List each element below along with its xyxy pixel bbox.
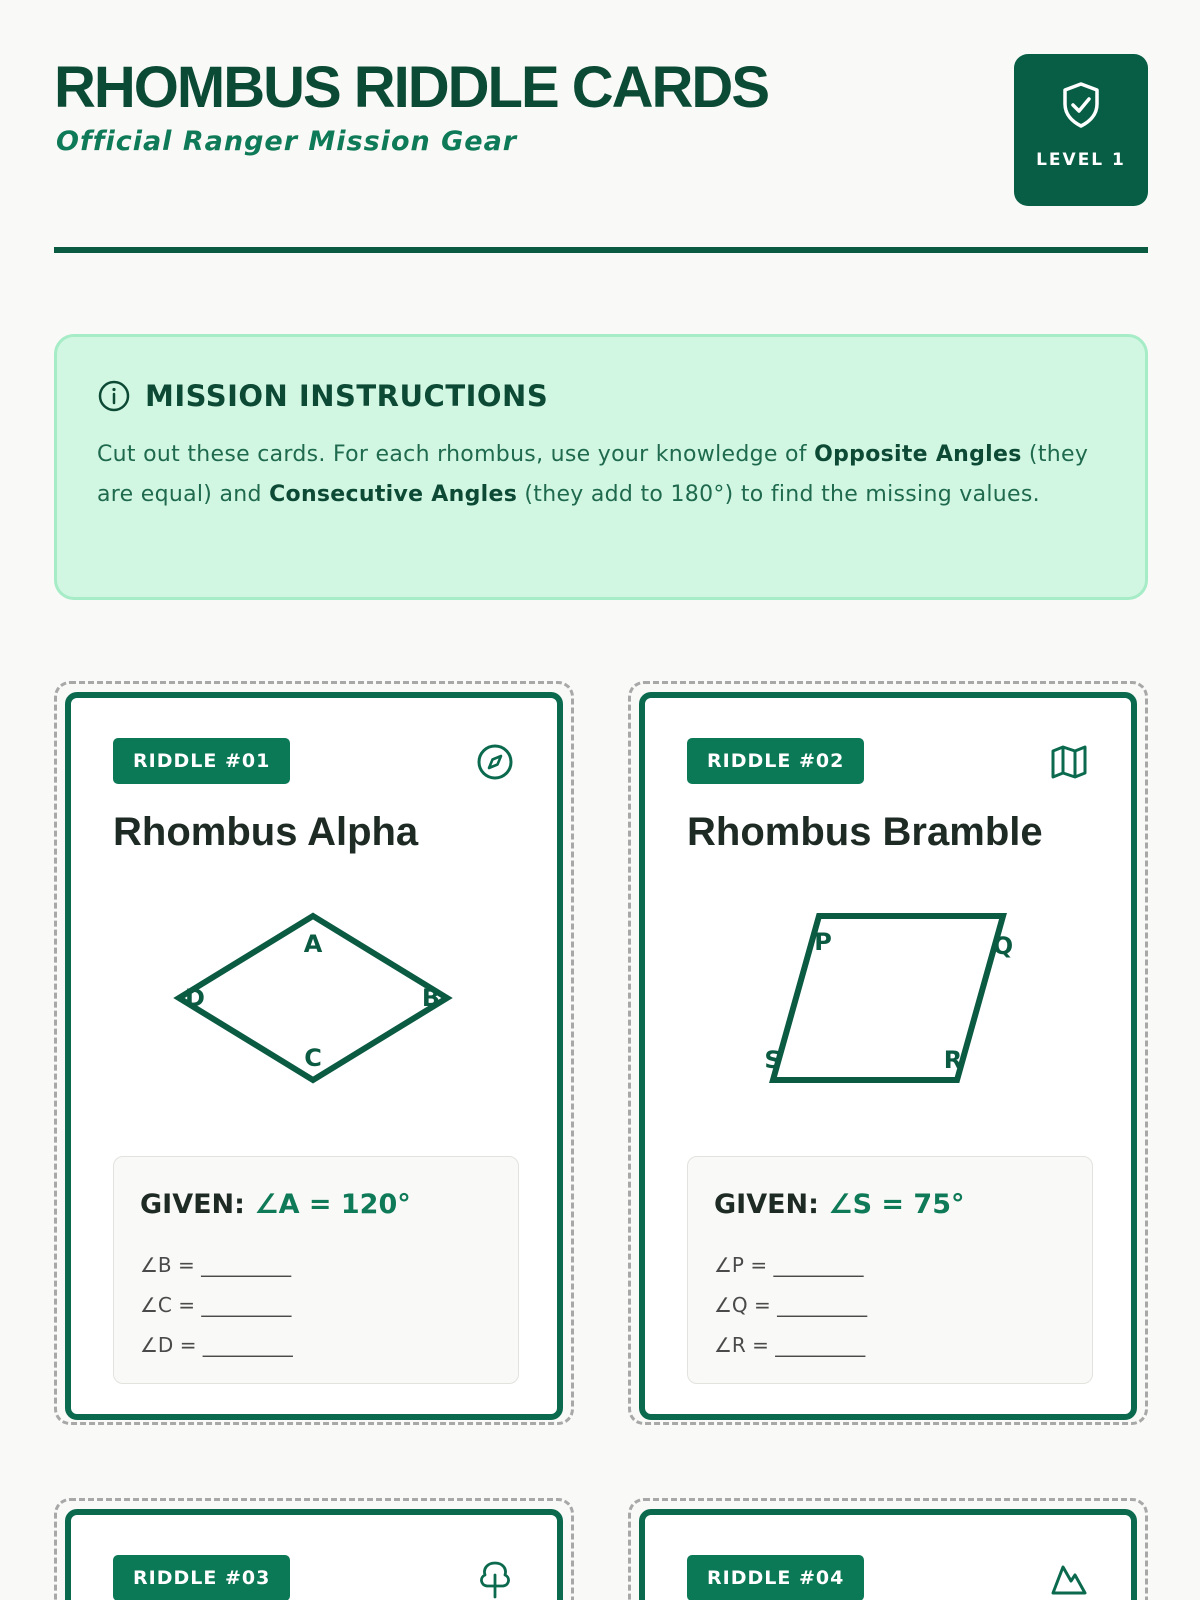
header [54, 54, 1148, 254]
answer-blank[interactable]: ∠P = _________ [714, 1253, 864, 1277]
rhombus-figure [645, 908, 1131, 1118]
given-line [714, 1189, 965, 1220]
map-icon [1049, 742, 1089, 782]
vertex-label: Q [992, 932, 1014, 960]
given-label: GIVEN: [140, 1189, 245, 1220]
answer-blank[interactable]: ∠B = _________ [140, 1253, 292, 1277]
instructions-text-part: (they add to 180°) to find the missing values. [517, 482, 1040, 507]
instructions-text [97, 435, 1105, 515]
level-badge [1014, 54, 1148, 206]
cutout-border [628, 681, 1148, 1425]
given-value: ∠S = 75° [828, 1189, 965, 1220]
consecutive-angles-term: Consecutive Angles [269, 482, 518, 507]
vertex-label: B [421, 984, 441, 1012]
answer-blank[interactable]: ∠Q = _________ [714, 1293, 868, 1317]
instructions-text-part: Cut out these cards. For each rhombus, use your knowledge of [97, 442, 815, 467]
riddle-card[interactable] [639, 1509, 1137, 1600]
cutout-border [54, 681, 574, 1425]
vertex-label: D [185, 984, 205, 1012]
given-value: ∠A = 120° [254, 1189, 411, 1220]
instructions-text-part: (they are equal) and [97, 442, 1089, 507]
answer-box [113, 1156, 519, 1384]
vertex-label: S [764, 1046, 782, 1074]
instructions-title: MISSION INSTRUCTIONS [145, 379, 549, 413]
answer-blanks [140, 1245, 293, 1365]
vertex-label: C [304, 1044, 322, 1072]
answer-blank[interactable]: ∠R = _________ [714, 1333, 866, 1357]
cutout-border [628, 1498, 1148, 1600]
riddle-tag: RIDDLE #01 [113, 738, 290, 784]
card-title: Rhombus Alpha [113, 810, 419, 854]
mission-instructions [54, 334, 1148, 600]
rhombus-figure [71, 908, 557, 1118]
mountain-icon [1049, 1559, 1089, 1599]
opposite-angles-term: Opposite Angles [814, 442, 1022, 467]
answer-box [687, 1156, 1093, 1384]
answer-blanks [714, 1245, 867, 1365]
vertex-label: R [943, 1046, 963, 1074]
riddle-tag: RIDDLE #04 [687, 1555, 864, 1600]
header-divider [54, 247, 1148, 253]
answer-blank[interactable]: ∠D = _________ [140, 1333, 293, 1357]
shield-check-icon [1059, 80, 1103, 130]
info-icon [97, 379, 131, 413]
cutout-border [54, 1498, 574, 1600]
level-label: LEVEL 1 [1036, 150, 1126, 170]
riddle-tag: RIDDLE #02 [687, 738, 864, 784]
riddle-card[interactable] [65, 692, 563, 1420]
answer-blank[interactable]: ∠C = _________ [140, 1293, 292, 1317]
given-line [140, 1189, 411, 1220]
compass-icon [475, 742, 515, 782]
riddle-tag: RIDDLE #03 [113, 1555, 290, 1600]
vertex-label: A [303, 930, 323, 958]
riddle-card[interactable] [65, 1509, 563, 1600]
tree-icon [475, 1559, 515, 1599]
page-subtitle: Official Ranger Mission Gear [56, 126, 518, 157]
vertex-label: P [814, 928, 832, 956]
card-title: Rhombus Bramble [687, 810, 1043, 854]
given-label: GIVEN: [714, 1189, 819, 1220]
page-title: RHOMBUS RIDDLE CARDS [54, 55, 768, 120]
riddle-card[interactable] [639, 692, 1137, 1420]
